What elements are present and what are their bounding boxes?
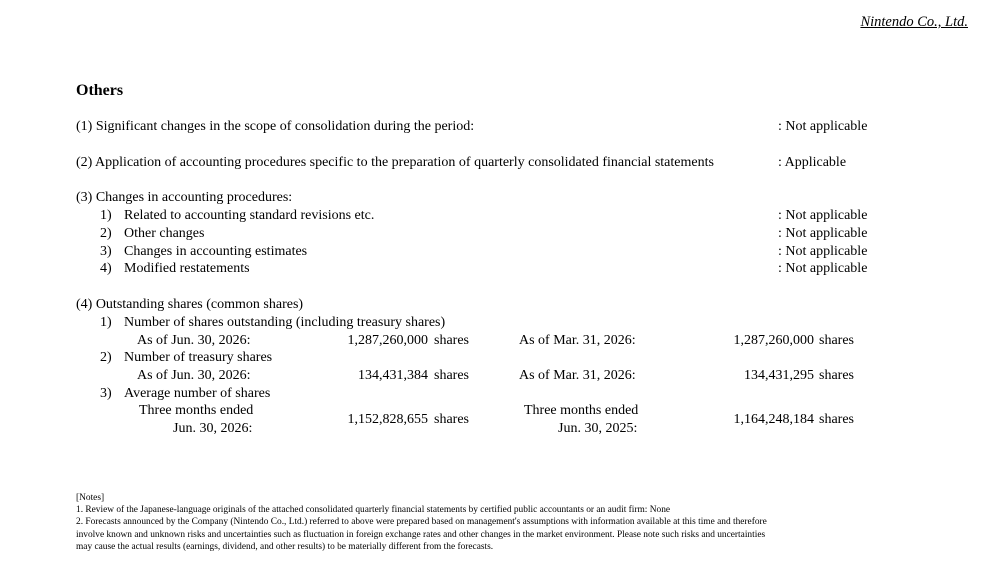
- item4-sub3-num: 3): [100, 386, 112, 401]
- item4-sub2-num: 2): [100, 350, 112, 365]
- item3-sub4-num: 4): [100, 261, 112, 276]
- item3-sub4-label: Modified restatements: [124, 261, 250, 276]
- item4-sub3-left-period-line2: Jun. 30, 2026:: [173, 421, 253, 436]
- item4-sub2-right-unit: shares: [819, 368, 854, 383]
- item4-sub3-left-unit: shares: [434, 412, 469, 427]
- item4-sub1-left-date: As of Jun. 30, 2026:: [137, 333, 251, 348]
- item4-sub1-left-value: 1,287,260,000: [347, 333, 428, 348]
- company-name: Nintendo Co., Ltd.: [860, 14, 968, 30]
- item3-sub2-value: : Not applicable: [778, 226, 868, 241]
- item2-label: (2) Application of accounting procedures specific to the preparation of quarterly consolidated financial statements: [76, 155, 714, 170]
- item4-sub1-left-unit: shares: [434, 333, 469, 348]
- item4-sub3-right-unit: shares: [819, 412, 854, 427]
- notes-line-4: may cause the actual results (earnings, dividend, and other results) to be materially different from the forecasts.: [76, 541, 494, 552]
- item3-sub2-label: Other changes: [124, 226, 205, 241]
- item3-sub3-value: : Not applicable: [778, 244, 868, 259]
- item4-sub2-left-value: 134,431,384: [358, 368, 428, 383]
- item3-sub1-value: : Not applicable: [778, 208, 868, 223]
- item4-sub2-right-date: As of Mar. 31, 2026:: [519, 368, 636, 383]
- item4-sub2-right-value: 134,431,295: [744, 368, 814, 383]
- section-heading: Others: [76, 82, 124, 99]
- notes-line-3: involve known and unknown risks and uncertainties such as fluctuation in foreign exchange rates and other changes in the market environment. Please note such risks and uncertainties: [76, 529, 766, 540]
- item4-label: (4) Outstanding shares (common shares): [76, 297, 304, 312]
- notes-line-2: 2. Forecasts announced by the Company (Nintendo Co., Ltd.) referred to above were prepared based on management's assumptions with information available at this time and therefore: [76, 517, 767, 528]
- item3-sub1-label: Related to accounting standard revisions etc.: [124, 208, 375, 223]
- item4-sub1-right-unit: shares: [819, 333, 854, 348]
- item4-sub1-num: 1): [100, 315, 112, 330]
- notes-title: [Notes]: [76, 493, 105, 503]
- item3-sub3-label: Changes in accounting estimates: [124, 244, 308, 259]
- item4-sub3-right-value: 1,164,248,184: [733, 412, 814, 427]
- item1-value: : Not applicable: [778, 119, 868, 134]
- item4-sub2-label: Number of treasury shares: [124, 350, 273, 365]
- item3-sub2-num: 2): [100, 226, 112, 241]
- item1-label: (1) Significant changes in the scope of consolidation during the period:: [76, 119, 475, 134]
- item4-sub2-left-unit: shares: [434, 368, 469, 383]
- item3-sub1-num: 1): [100, 208, 112, 223]
- item3-sub3-num: 3): [100, 244, 112, 259]
- item4-sub3-right-period-line1: Three months ended: [524, 403, 639, 418]
- item4-sub1-right-date: As of Mar. 31, 2026:: [519, 333, 636, 348]
- notes-block: [76, 492, 876, 553]
- item3-sub4-value: : Not applicable: [778, 261, 868, 276]
- notes-line-1: 1. Review of the Japanese-language originals of the attached consolidated quarterly financial statements by certified public accountants or an audit firm: None: [76, 505, 671, 516]
- item4-sub1-label: Number of shares outstanding (including treasury shares): [124, 315, 446, 330]
- item4-sub3-right-period-line2: Jun. 30, 2025:: [558, 421, 638, 436]
- item4-sub3-label: Average number of shares: [124, 386, 271, 401]
- item4-sub3-left-value: 1,152,828,655: [347, 412, 428, 427]
- item4-sub2-left-date: As of Jun. 30, 2026:: [137, 368, 251, 383]
- item2-value: : Applicable: [778, 155, 847, 170]
- item4-sub3-left-period-line1: Three months ended: [139, 403, 254, 418]
- item4-sub1-right-value: 1,287,260,000: [733, 333, 814, 348]
- item3-label: (3) Changes in accounting procedures:: [76, 190, 293, 205]
